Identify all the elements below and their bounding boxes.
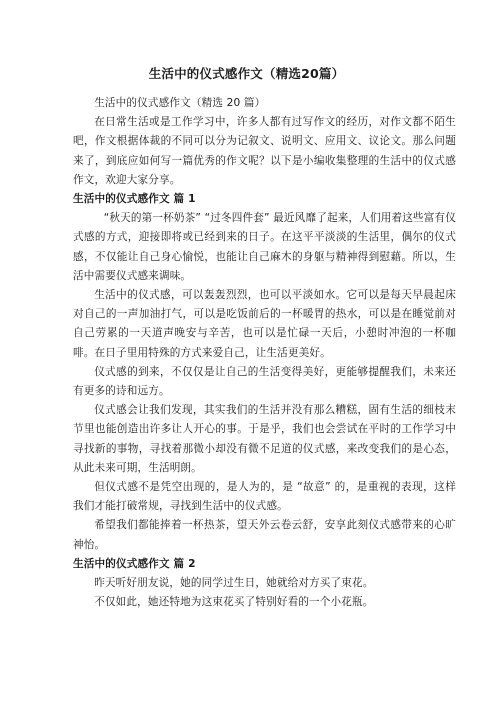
document-title: 生活中的仪式感作文（精选20篇） bbox=[148, 66, 345, 81]
paragraph-1-5: 但仪式感不是凭空出现的，是人为的，是 “故意” 的，是重视的表现，这样我们才能打破常规，寻找到生活中的仪式感。 bbox=[73, 481, 456, 513]
paragraph-intro: 在日常生活或是工作学习中，许多人都有过写作文的经历，对作文都不陌生吧，作文根据体裁的不同可以分为记叙文、说明文、应用文、议论文。那么问题来了，到底应如何写一篇优秀的作文呢？以下是小编收集整理的生活中的仪式感作文，欢迎大家分享。 bbox=[73, 116, 456, 186]
paragraph-2-2: 不仅如此，她还特地为这束花买了特别好看的一个小花瓶。 bbox=[94, 596, 374, 609]
paragraph-subtitle: 生活中的仪式感作文（精选 20 篇） bbox=[94, 97, 266, 109]
paragraph-1-2: 生活中的仪式感，可以轰轰烈烈，也可以平淡如水。它可以是每天早晨起床对自己的一声加油打气，可以是吃饭前后的一杯暖胃的热水，可以是在睡觉前对自己劳累的一天道声晚安与辛苦，也可以是忙碌一天后，小憩时冲泡的一杯咖啡。在日子里用特殊的方式来爱自己，让生活更美好。 bbox=[73, 289, 456, 359]
paragraph-1-3: 仪式感的到来，不仅仅是让自己的生活变得美好，更能够提醒我们，未来还有更多的诗和远方。 bbox=[73, 365, 456, 398]
paragraph-2-1: 昨天听好朋友说，她的同学过生日，她就给对方买了束花。 bbox=[94, 577, 374, 590]
paragraph-1-1: “秋天的第一杯奶茶” “过冬四件套” 最近风靡了起来，人们用着这些富有仪式感的方式，迎接即将或已经到来的日子。在这平平淡淡的生活里，偶尔的仪式感，不仅能让自己身心愉悦，也能让自己麻木的身躯与精神得到慰藉。所以，生活中需要仪式感来调味。 bbox=[73, 212, 456, 282]
paragraph-1-6: 希望我们都能捧着一杯热茶，望天外云卷云舒，安享此刻仪式感带来的心旷神怡。 bbox=[73, 519, 456, 551]
section-heading-2: 生活中的仪式感作文 篇 2 bbox=[73, 557, 196, 570]
section-heading-1: 生活中的仪式感作文 篇 1 bbox=[73, 193, 196, 206]
paragraph-1-4: 仪式感会让我们发现，其实我们的生活并没有那么糟糕，固有生活的细枝末节里也能创造出许多让人开心的事。于是乎，我们也会尝试在平时的工作学习中寻找新的事物，寻找着那微小却没有微不足道的仪式感，来改变我们的是心态，从此未来可期，生活明朗。 bbox=[73, 404, 456, 474]
